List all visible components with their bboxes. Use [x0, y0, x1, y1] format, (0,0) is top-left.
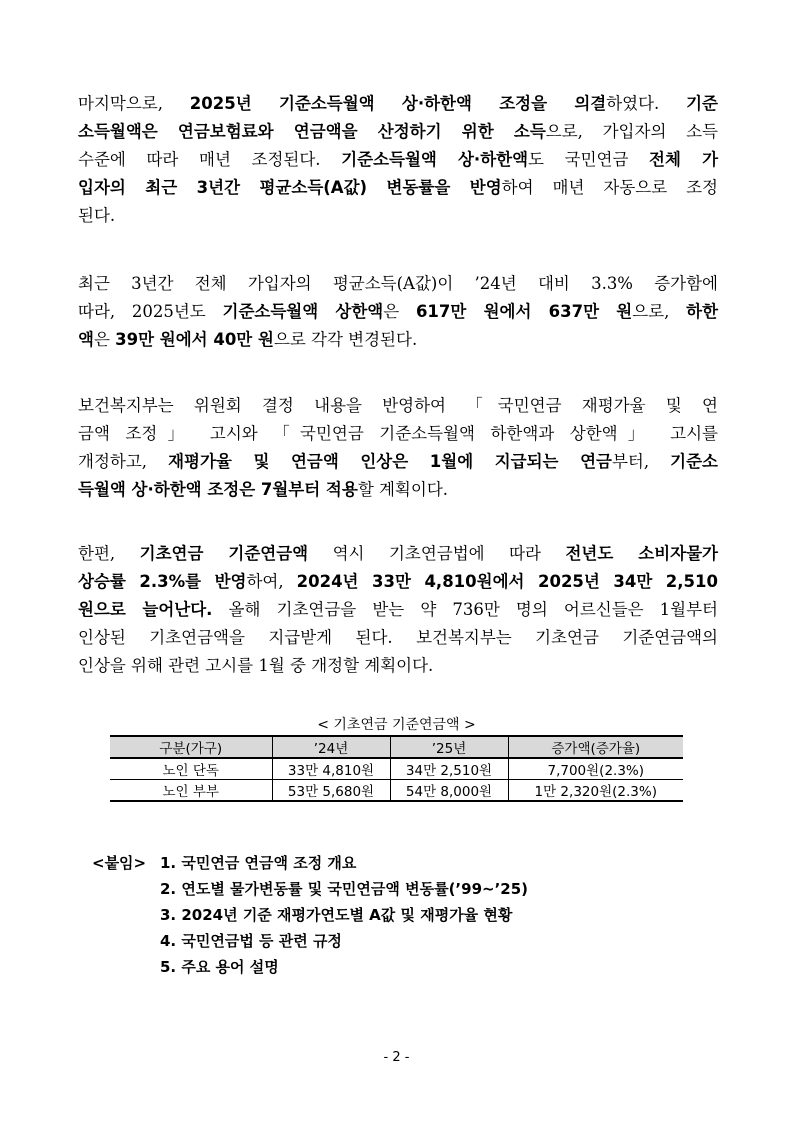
- table-row: [110, 780, 683, 802]
- text-line: 따라, 2025년도 기준소득월액 상한액은 617만 원에서 637만 원으로, 하한: [78, 302, 719, 321]
- table-cell: 1만 2,320원(2.3%): [508, 780, 683, 802]
- table-header-cell: 구분(가구): [110, 736, 272, 758]
- table-header-cell: ’25년: [390, 736, 508, 758]
- text-line: 인상을 위해 관련 고시를 1월 중 개정할 계획이다.: [78, 656, 434, 675]
- text-line: 보건복지부는 위원회 결정 내용을 반영하여 「국민연금 재평가율 및 연: [78, 396, 718, 415]
- table-caption: < 기초연금 기준연금액 >: [317, 717, 476, 733]
- text-line: 최근 3년간 전체 가입자의 평균소득(A값)이 ’24년 대비 3.3% 증가함에: [78, 274, 718, 293]
- table-cell: 노인 단독: [110, 758, 272, 780]
- text-line: 인상된 기초연금액을 지급받게 된다. 보건복지부는 기초연금 기준연금액의: [78, 628, 718, 647]
- basic-pension-table: [110, 735, 683, 802]
- list-item: 2. 연도별 물가변동률 및 국민연금액 변동률(’99~’25): [160, 880, 529, 898]
- paragraph-ministry-notice: [78, 392, 718, 504]
- list-item: 3. 2024년 기준 재평가연도별 A값 및 재평가율 현황: [160, 906, 513, 924]
- text-line: 수준에 따라 매년 조정된다. 기준소득월액 상·하한액도 국민연금 전체 가: [78, 150, 719, 169]
- list-item: <붙임> 1. 국민연금 연금액 조정 개요: [92, 850, 528, 876]
- table-cell: 33만 4,810원: [272, 758, 390, 780]
- list-item: 5. 주요 용어 설명: [160, 958, 279, 976]
- table-cell: 7,700원(2.3%): [508, 758, 683, 780]
- text-line: 한편, 기초연금 기준연금액 역시 기초연금법에 따라 전년도 소비자물가: [78, 544, 718, 563]
- text-line: 된다.: [78, 206, 116, 225]
- table-row: [110, 758, 683, 780]
- paragraph-income-adjustment: [78, 90, 718, 230]
- table-cell: 34만 2,510원: [390, 758, 508, 780]
- table-header-cell: 증가액(증가율): [508, 736, 683, 758]
- page-number: - 2 -: [383, 1050, 410, 1065]
- text-line: 상승률 2.3%를 반영하여, 2024년 33만 4,810원에서 2025년 34만 2,510: [78, 572, 718, 591]
- table-cell: 53만 5,680원: [272, 780, 390, 802]
- text-line: 입자의 최근 3년간 평균소득(A값) 변동률을 반영하여 매년 자동으로 조정: [78, 178, 718, 197]
- attachment-list: [92, 850, 528, 980]
- text-line: 금액 조정」 고시와 「국민연금 기준소득월액 하한액과 상한액」 고시를: [78, 424, 718, 443]
- paragraph-basic-pension: [78, 540, 718, 680]
- table-cell: 노인 부부: [110, 780, 272, 802]
- text-line: 원으로 늘어난다. 올해 기초연금을 받는 약 736만 명의 어르신들은 1월부터: [78, 600, 718, 619]
- text-line: 마지막으로, 2025년 기준소득월액 상·하한액 조정을 의결하였다. 기준: [78, 94, 718, 113]
- table-header-row: [110, 736, 683, 758]
- table-cell: 54만 8,000원: [390, 780, 508, 802]
- table-header-cell: ’24년: [272, 736, 390, 758]
- text-line: 개정하고, 재평가율 및 연금액 인상은 1월에 지급되는 연금부터, 기준소: [78, 452, 718, 471]
- text-line: 득월액 상·하한액 조정은 7월부터 적용할 계획이다.: [78, 480, 448, 499]
- text-line: 소득월액은 연금보험료와 연금액을 산정하기 위한 소득으로, 가입자의 소득: [78, 122, 718, 141]
- paragraph-limit-change: [78, 270, 718, 354]
- text-line: 액은 39만 원에서 40만 원으로 각각 변경된다.: [78, 330, 418, 349]
- attachment-label: <붙임>: [92, 854, 147, 872]
- list-item: 4. 국민연금법 등 관련 규정: [160, 932, 342, 950]
